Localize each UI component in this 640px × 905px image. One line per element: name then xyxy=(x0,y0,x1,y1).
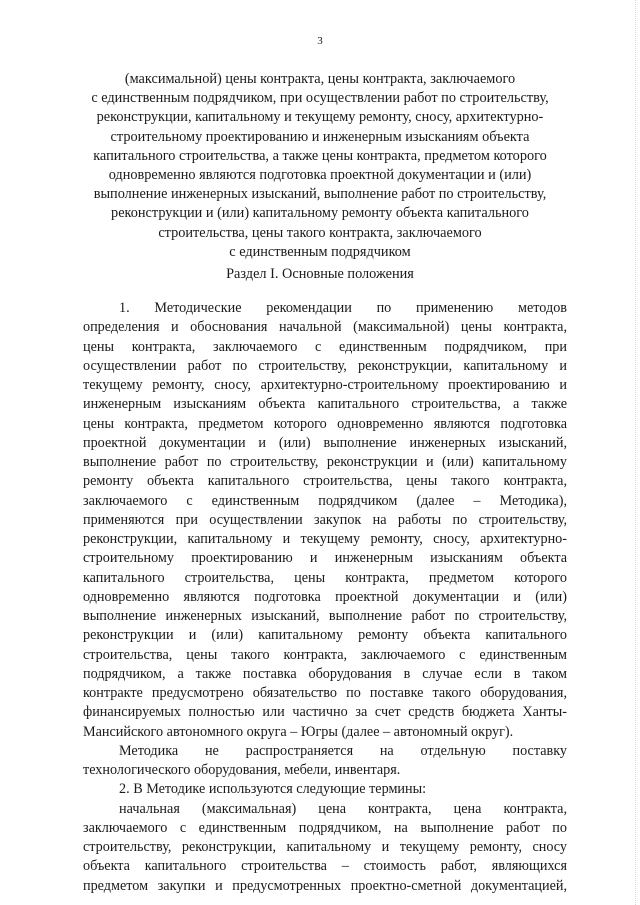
body-line: финансируемых полностью или частично за счет средств бюджета Ханты- xyxy=(83,704,567,721)
title-line: строительному проектированию и инженерным изысканиям объекта xyxy=(110,128,530,145)
body-line: контракте предусмотрено обязательство по поставке такого оборудования, xyxy=(83,685,567,701)
body-line: технологического оборудования, мебели, инвентаря. xyxy=(83,762,401,778)
body-line: заключаемого с единственным подрядчиком (далее – Методика), xyxy=(83,492,567,509)
body-line: строительному проектированию и инженерным изысканиям объекта xyxy=(83,550,567,567)
body-line: выполнение работ по строительству, реконструкции и (или) капитальному xyxy=(83,454,567,470)
body-line: строительства, цены такого контракта, заключаемого с единственным xyxy=(83,646,567,663)
body-line: определения и обоснования начальной (максимальной) цены контракта, xyxy=(83,319,567,336)
body-line: строительству, реконструкции, капитальному и текущему ремонту, сносу xyxy=(83,839,567,855)
scan-edge xyxy=(631,0,636,905)
body-line: цены контракта, заключаемого с единственным подрядчиком, при xyxy=(83,338,567,355)
body-text xyxy=(83,299,567,896)
body-line: заключаемого с единственным подрядчиком, на выполнение работ по xyxy=(83,819,567,836)
body-line: ремонту объекта капитального строительства, цены такого контракта, xyxy=(83,473,567,490)
body-line: инженерным изысканиям объекта капитального строительства, а также xyxy=(83,396,567,413)
body-line: текущему ремонту, сносу, архитектурно-строительному проектированию и xyxy=(83,377,567,393)
title-line: с единственным подрядчиком, при осуществлении работ по строительству, xyxy=(91,90,549,107)
title-line: (максимальной) цены контракта, цены контракта, заключаемого xyxy=(124,71,516,87)
document-title xyxy=(60,70,580,262)
body-line: предметом закупки и предусмотренных проектно-сметной документацией, xyxy=(83,877,567,894)
section-heading: Раздел I. Основные положения xyxy=(226,266,414,282)
body-line: Мансийского автономного округа – Югры (далее – автономный округ). xyxy=(83,723,514,740)
body-line: 2. В Методике используются следующие термины: xyxy=(119,781,427,798)
page-number: 3 xyxy=(317,35,323,47)
title-line: реконструкции и (или) капитальному ремонту объекта капитального xyxy=(111,205,529,222)
body-line: реконструкции, капитальному и текущему ремонту, сносу, архитектурно- xyxy=(83,531,567,547)
title-line: капитального строительства, а также цены контракта, предметом которого xyxy=(93,147,547,164)
body-line: 1. Методические рекомендации по применению методов xyxy=(119,300,567,316)
title-line: реконструкции, капитальному и текущему ремонту, сносу, архитектурно- xyxy=(96,109,544,126)
body-line: цены контракта, предметом которого одновременно являются подготовка xyxy=(83,415,567,432)
body-line: применяются при осуществлении закупок на работы по строительству, xyxy=(83,511,567,528)
body-line: выполнение инженерных изысканий, выполнение работ по строительству, xyxy=(83,608,567,624)
body-line: объекта капитального строительства – стоимость работ, являющихся xyxy=(83,858,567,875)
body-line: Методика не распространяется на отдельную поставку xyxy=(119,742,567,759)
body-line: капитального строительства, цены контракта, предметом которого xyxy=(83,569,567,586)
title-line: одновременно являются подготовка проектной документации и (или) xyxy=(108,167,532,184)
body-line: подрядчиком, а также поставка оборудования в случае если в таком xyxy=(83,665,567,682)
body-line: одновременно являются подготовка проектной документации и (или) xyxy=(83,588,567,605)
title-line: выполнение инженерных изысканий, выполнение работ по строительству, xyxy=(93,186,547,203)
title-line: строительства, цены такого контракта, заключаемого xyxy=(158,224,482,241)
body-line: реконструкции и (или) капитальному ремонту объекта капитального xyxy=(83,627,567,644)
body-line: начальная (максимальная) цена контракта, цена контракта, xyxy=(119,800,567,817)
body-line: проектной документации и (или) выполнение инженерных изысканий, xyxy=(83,434,567,451)
title-line: с единственным подрядчиком xyxy=(229,243,411,260)
body-line: осуществлении работ по строительству, реконструкции, капитальному и xyxy=(83,357,567,374)
